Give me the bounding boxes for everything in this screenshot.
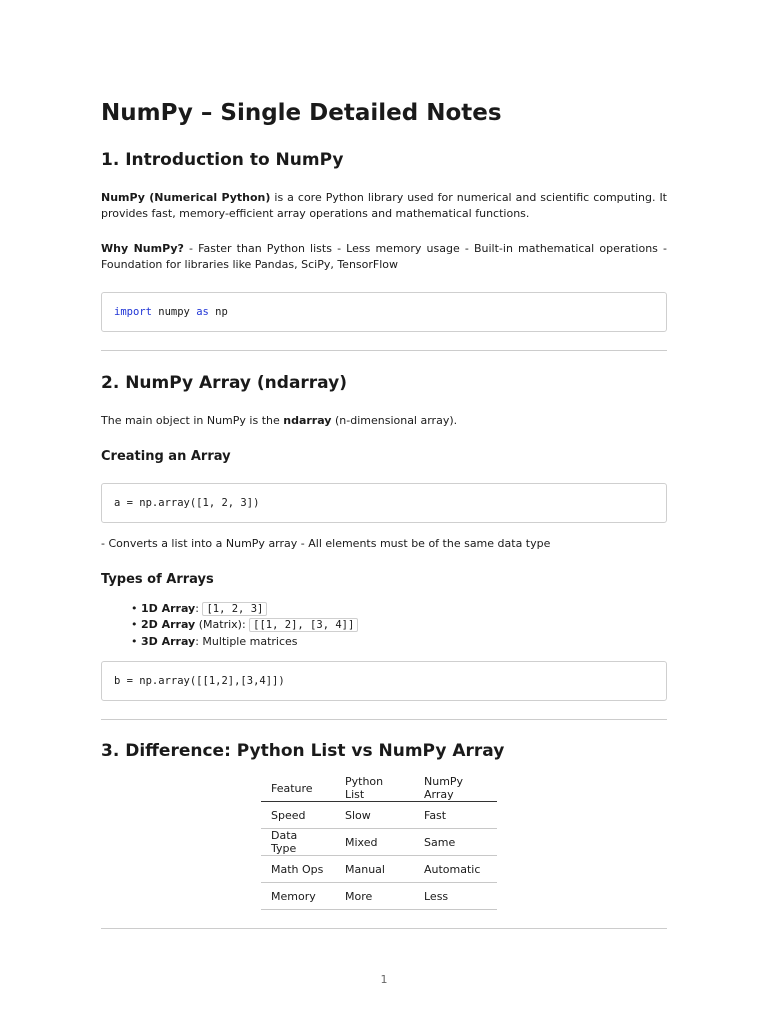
divider-2 [101, 719, 667, 720]
ndarray-post: (n-dimensional array). [331, 414, 458, 428]
creating-array-heading: Creating an Array [101, 449, 231, 465]
section-1-heading: 1. Introduction to NumPy [101, 149, 344, 170]
ndarray-pre: The main object in NumPy is the [101, 414, 284, 428]
types-list [101, 601, 667, 651]
why-bold: Why NumPy? [101, 241, 184, 255]
creating-array-note: - Converts a list into a NumPy array - All elements must be of the same data type [101, 536, 551, 550]
page-title: NumPy – Single Detailed Notes [101, 100, 502, 126]
comparison-table [261, 775, 497, 910]
table-row: Speed Slow Fast [261, 802, 497, 829]
intro-bold: NumPy (Numerical Python) [101, 190, 271, 204]
why-text: - Faster than Python lists - Less memory usage - Built-in mathematical operations - Foundation for libraries like Pandas, SciPy, TensorFlow [101, 241, 668, 271]
table-header-cell: Feature [271, 781, 313, 795]
list-item-3d: • 3D Array: Multiple matrices [131, 634, 298, 648]
document-page [101, 100, 667, 929]
section-2-heading: 2. NumPy Array (ndarray) [101, 372, 347, 393]
types-of-arrays-heading: Types of Arrays [101, 571, 214, 587]
section-3-heading: 3. Difference: Python List vs NumPy Array [101, 741, 505, 762]
table-header-row [261, 775, 497, 802]
import-code-block [101, 292, 667, 332]
intro-paragraph [101, 190, 667, 222]
ndarray-paragraph [101, 413, 667, 429]
table-header-cell: NumPy Array [424, 775, 464, 802]
table-header-cell: Python List [345, 775, 384, 802]
why-paragraph [101, 241, 667, 273]
create-array-code-block: a = np.array([1, 2, 3]) [101, 483, 667, 523]
intro-text: is a core Python library used for numerical and scientific computing. It provides fast, memory-efficient array operations and mathematical functions. [101, 190, 668, 220]
inline-code-1d: [1, 2, 3] [202, 602, 267, 616]
divider-3 [101, 928, 667, 929]
table-row: Memory More Less [261, 883, 497, 910]
divider-1 [101, 350, 667, 351]
list-item-1d: • 1D Array: [1, 2, 3] [131, 601, 667, 618]
table-row: Math Ops Manual Automatic [261, 856, 497, 883]
inline-code-2d: [[1, 2], [3, 4]] [249, 618, 358, 632]
code-keyword-import: import [114, 305, 152, 318]
page-number: 1 [380, 973, 388, 986]
ndarray-bold: ndarray [283, 414, 332, 428]
code-keyword-as: as [196, 305, 209, 318]
list-item-2d: • 2D Array (Matrix): [[1, 2], [3, 4]] [131, 617, 667, 634]
table-row: Data Type Mixed Same [261, 829, 497, 856]
code-module: numpy [151, 305, 197, 318]
code-alias: np [208, 305, 228, 318]
matrix-code-block: b = np.array([[1,2],[3,4]]) [101, 661, 667, 701]
